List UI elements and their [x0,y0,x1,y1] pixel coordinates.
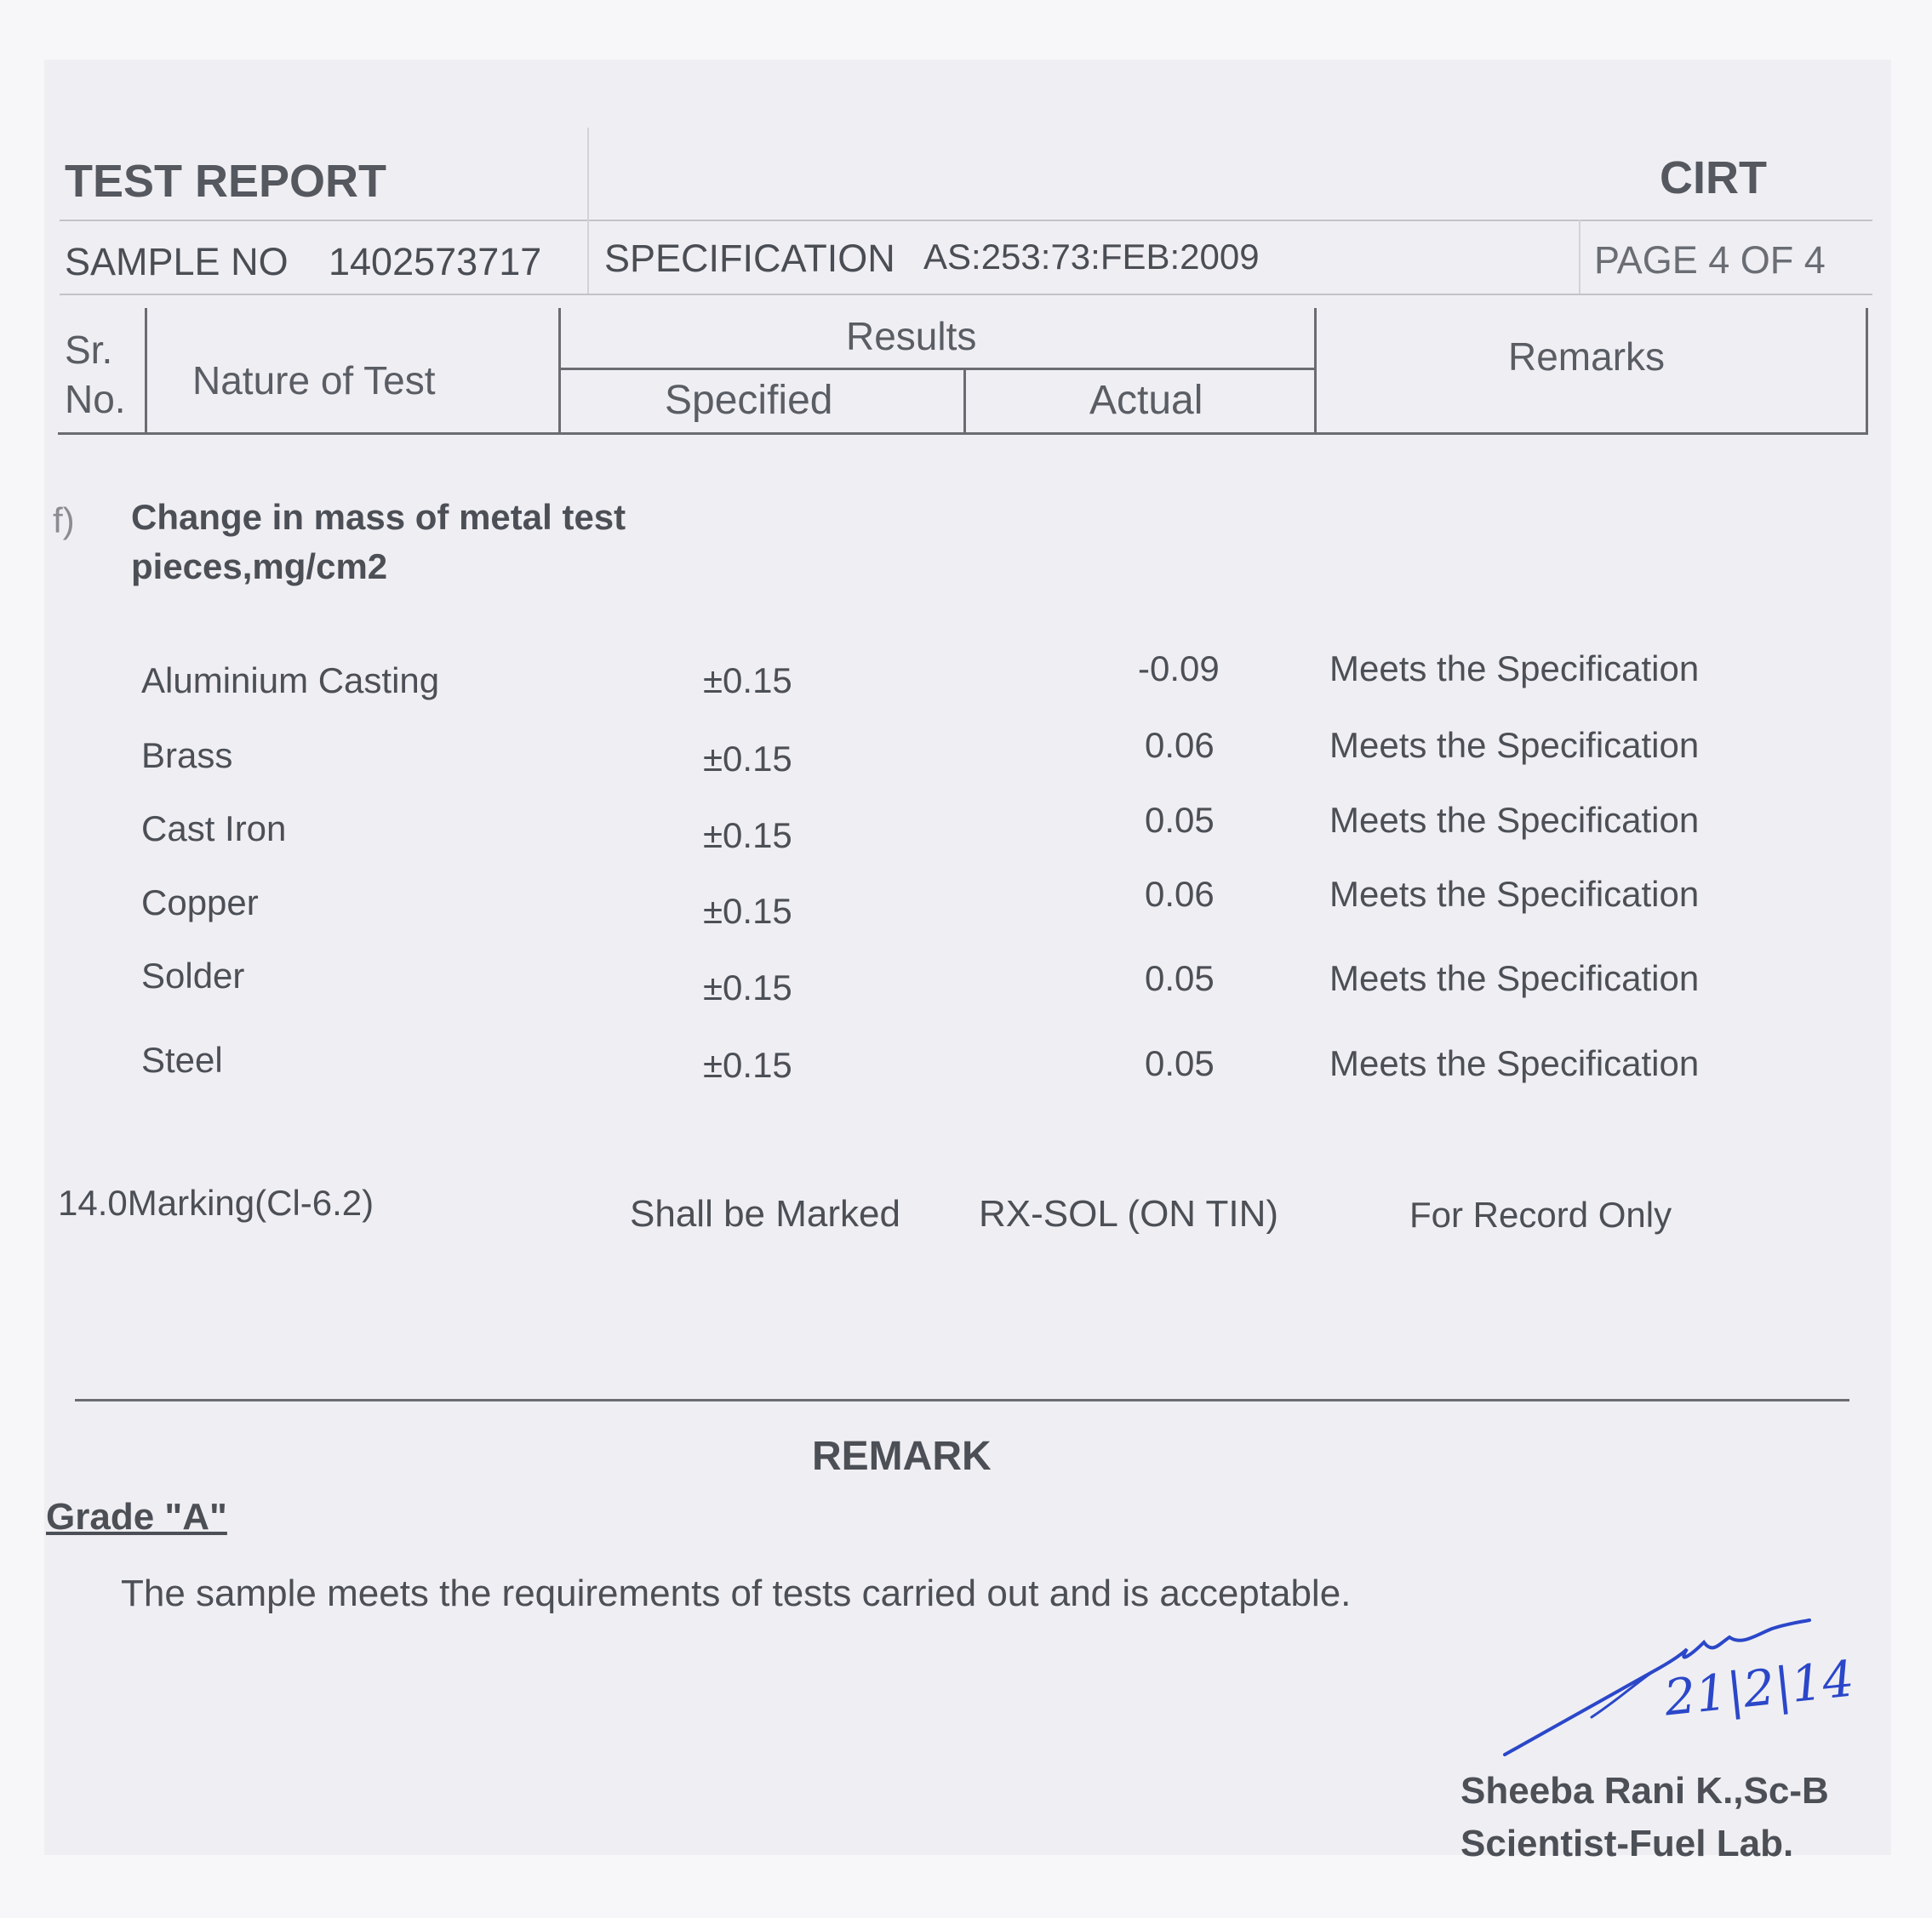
specification-value: AS:253:73:FEB:2009 [923,237,1260,277]
results-subheader-rule [558,368,1316,370]
header-rule-bottom [60,294,1872,295]
row-name: Copper [141,882,259,922]
section-index: f) [53,500,75,540]
sample-number: 1402573717 [329,240,542,283]
grade: Grade "A" [46,1496,227,1538]
row-specified: ±0.15 [703,891,792,931]
col-remarks: Remarks [1508,334,1666,379]
col-results: Results [846,314,977,358]
header-bottom-rule [58,432,1868,435]
signatory-title: Scientist-Fuel Lab. [1460,1823,1794,1864]
row-name: Brass [141,735,233,775]
marking-remark: For Record Only [1409,1195,1672,1235]
row-remark: Meets the Specification [1329,725,1700,765]
row-name: Cast Iron [141,808,287,848]
remark-heading: REMARK [812,1434,992,1479]
row-name: Solder [141,956,245,996]
header-rule-top [60,220,1872,221]
specification-label: SPECIFICATION [604,237,895,280]
col-divider-right [1866,308,1868,432]
header-divider-1 [587,128,589,294]
col-divider-nature [558,308,561,434]
col-no: No. [65,377,126,421]
row-specified: ±0.15 [703,739,792,779]
marking-actual: RX-SOL (ON TIN) [979,1193,1279,1235]
page-number: PAGE 4 OF 4 [1594,238,1826,282]
row-remark: Meets the Specification [1329,958,1700,998]
section-title-line2: pieces,mg/cm2 [131,546,388,586]
section-title-line1: Change in mass of metal test [131,497,626,537]
col-nature-of-test: Nature of Test [192,358,436,402]
sample-label: SAMPLE NO [65,240,289,283]
marking-label: 14.0Marking(Cl-6.2) [58,1183,374,1223]
row-specified: ±0.15 [703,660,792,700]
org-name: CIRT [1660,152,1767,203]
row-actual: 0.06 [1145,874,1215,914]
col-divider-specified [963,368,966,434]
row-actual: 0.05 [1145,800,1215,840]
row-actual: 0.06 [1145,725,1215,765]
marking-specified: Shall be Marked [630,1193,900,1235]
row-actual: 0.05 [1145,958,1215,998]
remark-text: The sample meets the requirements of tests carried out and is acceptable. [121,1573,1352,1614]
row-actual: -0.09 [1138,648,1220,688]
col-specified: Specified [665,378,833,423]
col-divider-actual [1314,308,1317,434]
col-sr: Sr. [65,328,113,372]
row-specified: ±0.15 [703,815,792,855]
signatory-name: Sheeba Rani K.,Sc-B [1460,1770,1829,1812]
row-remark: Meets the Specification [1329,800,1700,840]
row-name: Aluminium Casting [141,660,440,700]
report-title: TEST REPORT [65,156,387,207]
row-actual: 0.05 [1145,1043,1215,1083]
remark-divider [75,1399,1849,1401]
row-specified: ±0.15 [703,1045,792,1085]
col-divider-sr [145,308,147,434]
row-remark: Meets the Specification [1329,1043,1700,1083]
header-divider-2 [1579,220,1580,294]
col-actual: Actual [1089,378,1203,423]
row-remark: Meets the Specification [1329,648,1700,688]
row-name: Steel [141,1040,223,1080]
row-specified: ±0.15 [703,968,792,1008]
signature-date: 21|2|14 [1661,1649,1857,1727]
row-remark: Meets the Specification [1329,874,1700,914]
